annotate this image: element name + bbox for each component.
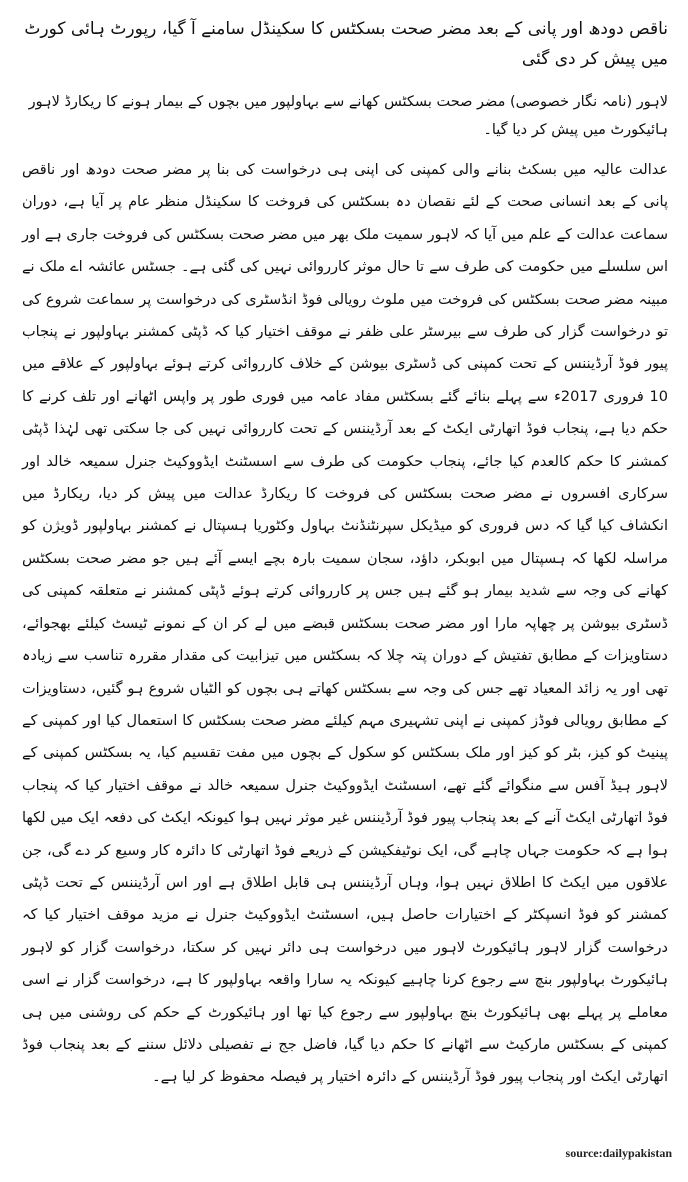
- article-dateline: لاہور (نامہ نگار خصوصی) مضر صحت بسکٹس کھانے سے بہاولپور میں بچوں کے بیمار ہونے کا ریکارڈ لاہور ہائیکورٹ میں پیش کر دیا گیا۔: [28, 94, 668, 138]
- article-headline: ناقص دودھ اور پانی کے بعد مضر صحت بسکٹس کا سکینڈل سامنے آ گیا، رپورٹ ہائی کورٹ میں پیش کر دی گئی: [24, 19, 668, 69]
- source-credit: source:dailypakistan: [565, 1146, 672, 1160]
- news-article: [22, 14, 668, 1094]
- article-body: عدالت عالیہ میں بسکٹ بنانے والی کمپنی کی اپنی ہی درخواست کی بنا پر مضر صحت دودھ اور ناقص پانی کے بعد انسانی صحت کے لئے نقصان دہ بسکٹس کی فروخت کا سکینڈل منظر عام پر آیا ہے، دوران سماعت عدالت کے علم میں آیا کہ لاہور سمیت ملک بھر میں مضر صحت بسکٹس کی فروخت جاری ہے اور اس سلسلے میں حکومت کی طرف سے تا حال موثر کارروائی نہیں کی گئی ہے۔ جسٹس عائشہ اے ملک نے مبینہ مضر صحت بسکٹس کی فروخت میں ملوث رویالی فوڈ انڈسٹری کی درخواست پر سماعت شروع کی تو درخواست گزار کی طرف سے بیرسٹر علی ظفر نے موقف اختیار کیا کہ ڈپٹی کمشنر بہاولپور نے پنجاب پیور فوڈ آرڈیننس کے تحت کمپنی کی ڈسٹری بیوشن کے خلاف کارروائی کرتے ہوئے بہاولپور کے علاقے میں 10 فروری 2017ء سے پہلے بنائے گئے بسکٹس مفاد عامہ میں فوری طور پر واپس اٹھانے اور تلف کرنے کا حکم دیا ہے، پنجاب فوڈ اتھارٹی ایکٹ کے بعد آرڈیننس کے تحت کارروائی نہیں کی جا سکتی تھی لہٰذا ڈپٹی کمشنر کا حکم کالعدم کیا جائے، پنجاب حکومت کی طرف سے اسسٹنٹ ایڈووکیٹ جنرل سمیعہ خالد اور سرکاری افسروں نے مضر صحت بسکٹس کی فروخت کا ریکارڈ عدالت میں پیش کر دیا، ریکارڈ میں انکشاف کیا گیا کہ دس فروری کو میڈیکل سپرنٹنڈنٹ بہاول وکٹوریا ہسپتال نے کمشنر بہاولپور ڈویژن کو مراسلہ لکھا کہ ہسپتال میں ابوبکر، داؤد، سجان سمیت بارہ بچے ایسے آئے ہیں جو مضر صحت بسکٹس کھانے کی وجہ سے شدید بیمار ہو گئے ہیں جس پر کارروائی کرتے ہوئے ڈپٹی کمشنر نے متعلقہ کمپنی کی ڈسٹری بیوشن پر چھاپہ مارا اور مضر صحت بسکٹس قبضے میں لے کر ان کے نمونے ٹیسٹ کیلئے بھجوائے، دستاویزات کے مطابق تفتیش کے دوران پتہ چلا کہ بسکٹس میں تیزابیت کی مقدار مقررہ تناسب سے زیادہ تھی اور یہ زائد المعیاد تھے جس کی وجہ سے بسکٹس کھاتے ہی بچوں کو الٹیاں شروع ہو گئیں، دستاویزات کے مطابق رویالی فوڈز کمپنی نے اپنی تشہیری مہم کیلئے مضر صحت بسکٹس کا استعمال کیا اور کمپنی کے پینیٹ کو کیز، بٹر کو کیز اور ملک بسکٹس کو سکول کے بچوں میں مفت تقسیم کیا، یہ بسکٹس کمپنی کے لاہور ہیڈ آفس سے منگوائے گئے تھے، اسسٹنٹ ایڈووکیٹ جنرل سمیعہ خالد نے موقف اختیار کیا کہ پنجاب فوڈ اتھارٹی ایکٹ آنے کے بعد پنجاب پیور فوڈ آرڈیننس غیر موثر نہیں ہوا کیونکہ ایکٹ کی دفعہ ایک میں لکھا ہوا ہے کہ حکومت جہاں چاہے گی، ایک نوٹیفکیشن کے ذریعے فوڈ اتھارٹی کا دائرہ کار وسیع کر دے گی، جن علاقوں میں ایکٹ کا اطلاق نہیں ہوا، وہاں آرڈیننس ہی قابل اطلاق ہے اور اس آرڈیننس کے تحت ڈپٹی کمشنر کو فوڈ انسپکٹر کے اختیارات حاصل ہیں، اسسٹنٹ ایڈووکیٹ جنرل نے مزید موقف اختیار کیا کہ درخواست گزار لاہور ہائیکورٹ لاہور میں درخواست ہی دائر نہیں کر سکتا، درخواست گزار کو لاہور ہائیکورٹ بہاولپور بنچ سے رجوع کرنا چاہیے کیونکہ یہ سارا واقعہ بہاولپور کا ہے، درخواست گزار نے اسی معاملے پر پہلے بھی ہائیکورٹ بنچ بہاولپور سے رجوع کیا تھا اور ہائیکورٹ کے حکم کی روشنی میں ہی کمپنی کے بسکٹس مارکیٹ سے اٹھانے کا حکم دیا گیا، فاضل جج نے تفصیلی دلائل سننے کے بعد پنجاب فوڈ اتھارٹی ایکٹ اور پنجاب پیور فوڈ آرڈیننس کے دائرہ اختیار پر فیصلہ محفوظ کر لیا ہے۔: [22, 162, 668, 1086]
